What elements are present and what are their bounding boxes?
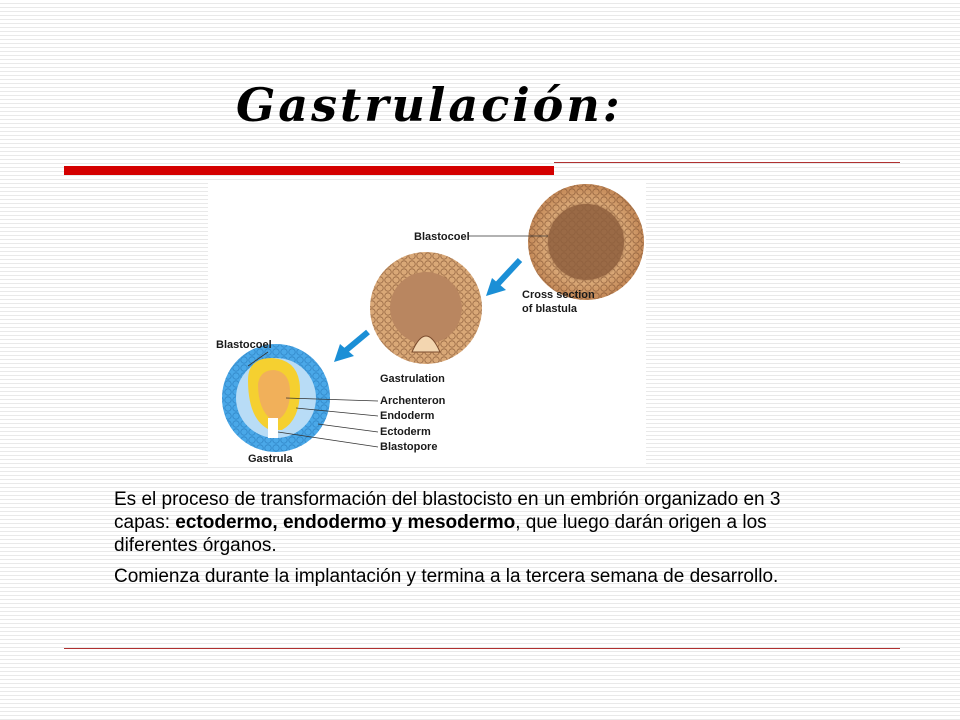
label-gastrulation: Gastrulation [380, 373, 445, 385]
paragraph-definition-bold: ectodermo, endodermo y mesodermo [175, 512, 516, 533]
gastrula [222, 344, 330, 452]
early-gastrula [370, 252, 482, 364]
title-underline-thick [64, 166, 554, 175]
paragraph-definition-prefix: Es el proceso de transformación del blastocisto en un embrión organizado en 3 capas: [114, 489, 781, 533]
label-cross-section-1: Cross section [522, 289, 595, 301]
label-gastrula: Gastrula [248, 453, 293, 465]
label-blastopore: Blastopore [380, 441, 438, 453]
label-ectoderm: Ectoderm [380, 426, 431, 438]
label-endoderm: Endoderm [380, 410, 435, 422]
arrow-blastula-to-gastrulation [486, 260, 520, 296]
title-underline-thin [554, 162, 900, 163]
arrow-gastrulation-to-gastrula [334, 332, 368, 362]
label-blastocoel-left: Blastocoel [216, 339, 272, 351]
paragraph-definition [114, 488, 814, 557]
body-text [114, 488, 814, 596]
paragraph-timing: Comienza durante la implantación y termina a la tercera semana de desarrollo. [114, 566, 779, 587]
paragraph-definition-suffix: , que luego darán origen a los diferentes órganos. [114, 512, 767, 556]
gastrulation-figure [208, 180, 646, 466]
blastula-cross-section [528, 184, 644, 300]
label-cross-section-2: of blastula [522, 303, 578, 315]
label-blastocoel-top: Blastocoel [414, 231, 470, 243]
slide-title: Gastrulación: [236, 78, 623, 132]
label-archenteron: Archenteron [380, 395, 446, 407]
bottom-rule [64, 648, 900, 649]
